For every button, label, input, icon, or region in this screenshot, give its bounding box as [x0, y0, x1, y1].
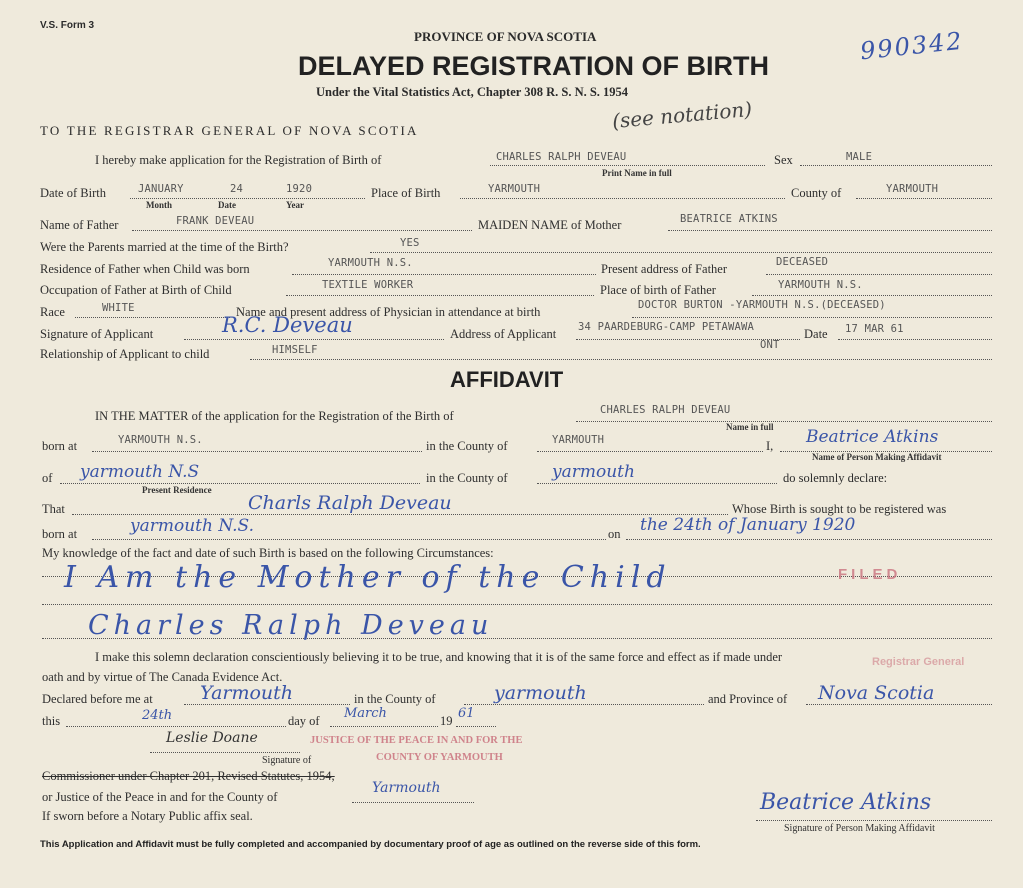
declare-text: do solemnly declare: — [783, 471, 888, 485]
justice-signature: Leslie Doane — [166, 730, 258, 746]
pob-value: YARMOUTH — [488, 183, 541, 195]
dob-year: 1920 — [286, 183, 313, 195]
declared-county-value: yarmouth — [494, 682, 587, 704]
father-value: FRANK DEVEAU — [176, 215, 255, 227]
day-of-label: day of — [288, 714, 320, 728]
of-label: of — [42, 471, 53, 485]
year-prefix: 19 — [440, 714, 453, 728]
i-label: I, — [766, 439, 774, 453]
father-residence-value: YARMOUTH N.S. — [328, 257, 413, 269]
born-at-label: born at — [42, 439, 78, 453]
province-label: and Province of — [708, 692, 788, 706]
solemn-declaration-a: I make this solemn declaration conscientiously believing it to be true, and knowing that it is of the same force and effect as if made under — [95, 650, 783, 664]
applicant-signature: R.C. Deveau — [222, 313, 353, 337]
affidavit-child-name: CHARLES RALPH DEVEAU — [600, 404, 731, 416]
applicant-address-line2: ONT — [760, 339, 780, 351]
residence-value: yarmouth N.S — [80, 462, 200, 482]
form-number: V.S. Form 3 — [40, 20, 95, 31]
born-at-value: YARMOUTH N.S. — [118, 434, 203, 446]
relationship-value: HIMSELF — [272, 344, 318, 356]
justice-of-peace-text: or Justice of the Peace in and for the County of — [42, 790, 278, 804]
whose-birth-text: Whose Birth is sought to be registered was — [732, 502, 947, 516]
occupation-value: TEXTILE WORKER — [322, 279, 414, 291]
residence-hint: Present Residence — [142, 485, 212, 495]
province-heading: PROVINCE OF NOVA SCOTIA — [414, 29, 597, 44]
mother-value: BEATRICE ATKINS — [680, 213, 778, 225]
this-day-value: 24th — [142, 708, 173, 723]
born-county-label: in the County of — [426, 439, 508, 453]
born-at2-value: yarmouth N.S. — [130, 516, 254, 536]
province-value: Nova Scotia — [818, 682, 935, 704]
justice-county-value: Yarmouth — [372, 780, 441, 796]
affidavit-intro: IN THE MATTER of the application for the Registration of the Birth of — [95, 409, 454, 423]
race-value: WHITE — [102, 302, 135, 314]
dob-label: Date of Birth — [40, 186, 106, 200]
affidavit-heading: AFFIDAVIT — [450, 367, 564, 392]
father-present-label: Present address of Father — [601, 262, 728, 276]
dob-month: JANUARY — [138, 183, 184, 195]
mother-label: MAIDEN NAME of Mother — [478, 218, 622, 232]
physician-value: DOCTOR BURTON -YARMOUTH N.S.(DECEASED) — [638, 299, 886, 311]
solemn-declaration-b: oath and by virtue of The Canada Evidence Act. — [42, 670, 283, 684]
notary-text: If sworn before a Notary Public affix seal. — [42, 809, 253, 823]
father-pob-label: Place of birth of Father — [600, 283, 716, 297]
application-date-label: Date — [804, 327, 828, 341]
married-label: Were the Parents married at the time of the Birth? — [40, 240, 289, 254]
that-label: That — [42, 502, 65, 516]
that-name: Charls Ralph Deveau — [248, 492, 452, 514]
applicant-address-label: Address of Applicant — [450, 327, 557, 341]
county-value: YARMOUTH — [886, 183, 939, 195]
on-date: the 24th of January 1920 — [640, 515, 856, 535]
form-title: DELAYED REGISTRATION OF BIRTH — [298, 51, 770, 81]
registrar-stamp: Registrar General — [872, 656, 965, 668]
born-at2-label: born at — [42, 527, 78, 541]
circumstance-line-1: I Am the Mother of the Child — [64, 560, 672, 595]
applicant-signature-label: Signature of Applicant — [40, 327, 154, 341]
year-hint: Year — [286, 200, 304, 210]
relationship-label: Relationship of Applicant to child — [40, 347, 210, 361]
affiant-signature: Beatrice Atkins — [760, 790, 932, 815]
dob-day: 24 — [230, 183, 244, 195]
application-intro: I hereby make application for the Registration of Birth of — [95, 153, 382, 167]
father-residence-label: Residence of Father when Child was born — [40, 262, 250, 276]
knowledge-text: My knowledge of the fact and date of such Birth is based on the following Circumstances: — [42, 546, 494, 560]
residence-county-value: yarmouth — [552, 462, 635, 482]
child-name: CHARLES RALPH DEVEAU — [496, 151, 627, 163]
father-label: Name of Father — [40, 218, 119, 232]
on-label: on — [608, 527, 621, 541]
signature-of-label: Signature of — [262, 755, 312, 766]
occupation-label: Occupation of Father at Birth of Child — [40, 283, 232, 297]
circumstance-line-2: Charles Ralph Deveau — [88, 610, 494, 641]
justice-stamp-line-1: JUSTICE OF THE PEACE IN AND FOR THE — [310, 735, 523, 746]
affiant-hint: Name of Person Making Affidavit — [812, 452, 942, 462]
justice-stamp-line-2: COUNTY OF YARMOUTH — [376, 752, 503, 763]
name-in-full-hint: Name in full — [726, 422, 774, 432]
month-value: March — [344, 706, 387, 721]
married-value: YES — [400, 237, 420, 249]
declared-county-label: in the County of — [354, 692, 436, 706]
act-subtitle: Under the Vital Statistics Act, Chapter 308 R. S. N. S. 1954 — [316, 85, 629, 99]
print-name-hint: Print Name in full — [602, 168, 672, 178]
sex-value: MALE — [846, 151, 873, 163]
applicant-address-value: 34 PAARDEBURG-CAMP PETAWAWA — [578, 321, 755, 333]
father-present-value: DECEASED — [776, 256, 829, 268]
declared-at-value: Yarmouth — [200, 682, 294, 704]
county-label: County of — [791, 186, 842, 200]
born-county-value: YARMOUTH — [552, 434, 605, 446]
date-hint: Date — [218, 200, 236, 210]
notation-note: (see notation) — [611, 96, 753, 134]
father-pob-value: YARMOUTH N.S. — [778, 279, 863, 291]
declared-before-label: Declared before me at — [42, 692, 153, 706]
pob-label: Place of Birth — [371, 186, 441, 200]
filed-stamp: FILED — [838, 566, 902, 583]
commissioner-text: Commissioner under Chapter 201, Revised Statutes, 1954, — [42, 769, 335, 783]
affiant-name: Beatrice Atkins — [806, 427, 939, 447]
residence-county-label: in the County of — [426, 471, 508, 485]
month-hint: Month — [146, 200, 173, 210]
sex-label: Sex — [774, 153, 793, 167]
addressee: TO THE REGISTRAR GENERAL OF NOVA SCOTIA — [40, 123, 419, 138]
affiant-signature-hint: Signature of Person Making Affidavit — [784, 823, 935, 834]
this-label: this — [42, 714, 61, 728]
application-date-value: 17 MAR 61 — [845, 323, 904, 335]
year-suffix: 61 — [458, 706, 475, 721]
footer-note: This Application and Affidavit must be fully completed and accompanied by documentary proof of age as outlined on the reverse side of this form. — [40, 839, 701, 850]
race-label: Race — [40, 305, 65, 319]
physician-label: Name and present address of Physician in attendance at birth — [236, 305, 541, 319]
registration-number: 990342 — [858, 26, 965, 66]
